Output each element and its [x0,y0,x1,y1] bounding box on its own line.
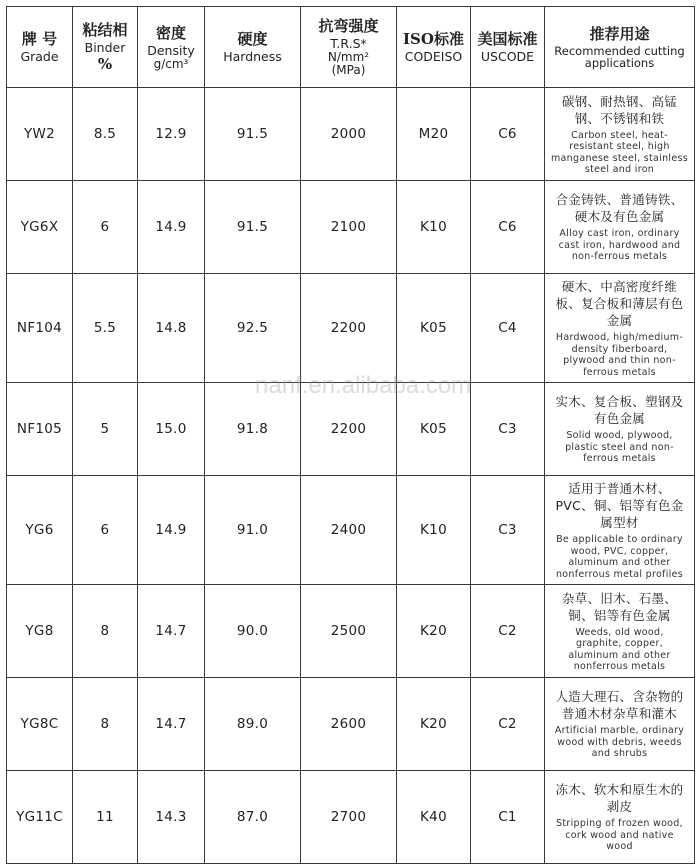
application-zh: 适用于普通木材、PVC、铜、铝等有色金属型材 [555,481,684,530]
cell-application [545,274,695,383]
cell-application [545,585,695,678]
table-row [7,476,695,585]
cell-application [545,476,695,585]
cell-density: 15.0 [138,383,205,476]
cell-application [545,678,695,771]
application-zh: 冻木、软木和原生木的剥皮 [555,782,684,815]
table-row [7,678,695,771]
cell-trs: 2200 [301,274,397,383]
cell-grade: NF104 [7,274,73,383]
carbide-grades-table [6,6,695,864]
cell-grade: YW2 [7,88,73,181]
cell-density: 14.8 [138,274,205,383]
watermark: nanf.en.alibaba.com [255,372,472,399]
cell-hardness: 91.5 [205,88,301,181]
cell-binder: 5 [73,383,138,476]
cell-us: C4 [471,274,545,383]
cell-density: 12.9 [138,88,205,181]
header-density: 密度 Density g/cm³ [138,7,205,88]
application-zh: 碳钢、耐热钢、高锰钢、不锈钢和铁 [561,93,678,126]
application-zh: 杂草、旧木、石墨、铜、铝等有色金属 [561,590,678,623]
cell-grade: YG6 [7,476,73,585]
application-en: Alloy cast iron, ordinary cast iron, hardwood and non-ferrous metals [558,228,681,263]
table-row [7,771,695,864]
cell-iso: K10 [397,476,471,585]
cell-hardness: 89.0 [205,678,301,771]
cell-application [545,88,695,181]
application-en: Solid wood, plywood, plastic steel and non-ferrous metals [565,430,674,465]
header-applications: 推荐用途 Recommended cutting applications [545,7,695,88]
cell-us: C2 [471,678,545,771]
header-row [7,7,695,88]
cell-us: C3 [471,476,545,585]
cell-trs: 2400 [301,476,397,585]
table-row [7,181,695,274]
application-zh: 人造大理石、含杂物的普通木材杂草和灌木 [555,689,684,722]
header-binder: 粘结相 Binder % [73,7,138,88]
header-trs: 抗弯强度 T.R.S* N/mm² (MPa) [301,7,397,88]
cell-iso: K10 [397,181,471,274]
header-us: 美国标准 USCODE [471,7,545,88]
cell-hardness: 91.0 [205,476,301,585]
cell-iso: K20 [397,585,471,678]
cell-grade: YG11C [7,771,73,864]
cell-hardness: 91.5 [205,181,301,274]
header-grade: 牌 号 Grade [7,7,73,88]
application-en: Carbon steel, heat-resistant steel, high manganese steel, stainless steel and iron [551,129,689,175]
header-iso: ISO标准 CODEISO [397,7,471,88]
table-row [7,383,695,476]
cell-binder: 5.5 [73,274,138,383]
cell-trs: 2200 [301,383,397,476]
cell-trs: 2000 [301,88,397,181]
cell-binder: 8.5 [73,88,138,181]
application-zh: 实木、复合板、塑钢及有色金属 [555,394,684,427]
cell-application [545,771,695,864]
cell-binder: 8 [73,585,138,678]
cell-grade: NF105 [7,383,73,476]
cell-us: C3 [471,383,545,476]
application-zh: 合金铸铁、普通铸铁、硬木及有色金属 [555,192,684,225]
cell-grade: YG8 [7,585,73,678]
header-hardness: 硬度 Hardness [205,7,301,88]
cell-grade: YG6X [7,181,73,274]
cell-binder: 6 [73,181,138,274]
cell-trs: 2100 [301,181,397,274]
cell-grade: YG8C [7,678,73,771]
cell-binder: 8 [73,678,138,771]
cell-hardness: 90.0 [205,585,301,678]
cell-density: 14.3 [138,771,205,864]
table-row [7,585,695,678]
table-row [7,274,695,383]
cell-hardness: 92.5 [205,274,301,383]
cell-density: 14.9 [138,476,205,585]
cell-iso: K05 [397,383,471,476]
cell-us: C2 [471,585,545,678]
cell-us: C6 [471,181,545,274]
cell-us: C6 [471,88,545,181]
cell-iso: K40 [397,771,471,864]
application-en: Hardwood, high/medium-density fiberboard, plywood and thin non-ferrous metals [555,332,684,378]
application-en: Stripping of frozen wood, cork wood and native wood [556,818,683,853]
cell-density: 14.9 [138,181,205,274]
cell-application [545,181,695,274]
application-en: Be applicable to ordinary wood, PVC, copper, aluminum and other nonferrous metal profiles [555,534,684,580]
application-zh: 硬木、中高密度纤维板、复合板和薄层有色金属 [555,279,684,328]
cell-trs: 2700 [301,771,397,864]
cell-iso: K20 [397,678,471,771]
table-row [7,88,695,181]
cell-density: 14.7 [138,585,205,678]
cell-hardness: 91.8 [205,383,301,476]
cell-binder: 11 [73,771,138,864]
application-en: Artificial marble, ordinary wood with debris, weeds and shrubs [554,725,685,760]
cell-density: 14.7 [138,678,205,771]
cell-iso: M20 [397,88,471,181]
cell-us: C1 [471,771,545,864]
cell-iso: K05 [397,274,471,383]
cell-trs: 2600 [301,678,397,771]
cell-application [545,383,695,476]
application-en: Weeds, old wood, graphite, copper, aluminum and other nonferrous metals [568,626,671,672]
cell-binder: 6 [73,476,138,585]
cell-trs: 2500 [301,585,397,678]
cell-hardness: 87.0 [205,771,301,864]
